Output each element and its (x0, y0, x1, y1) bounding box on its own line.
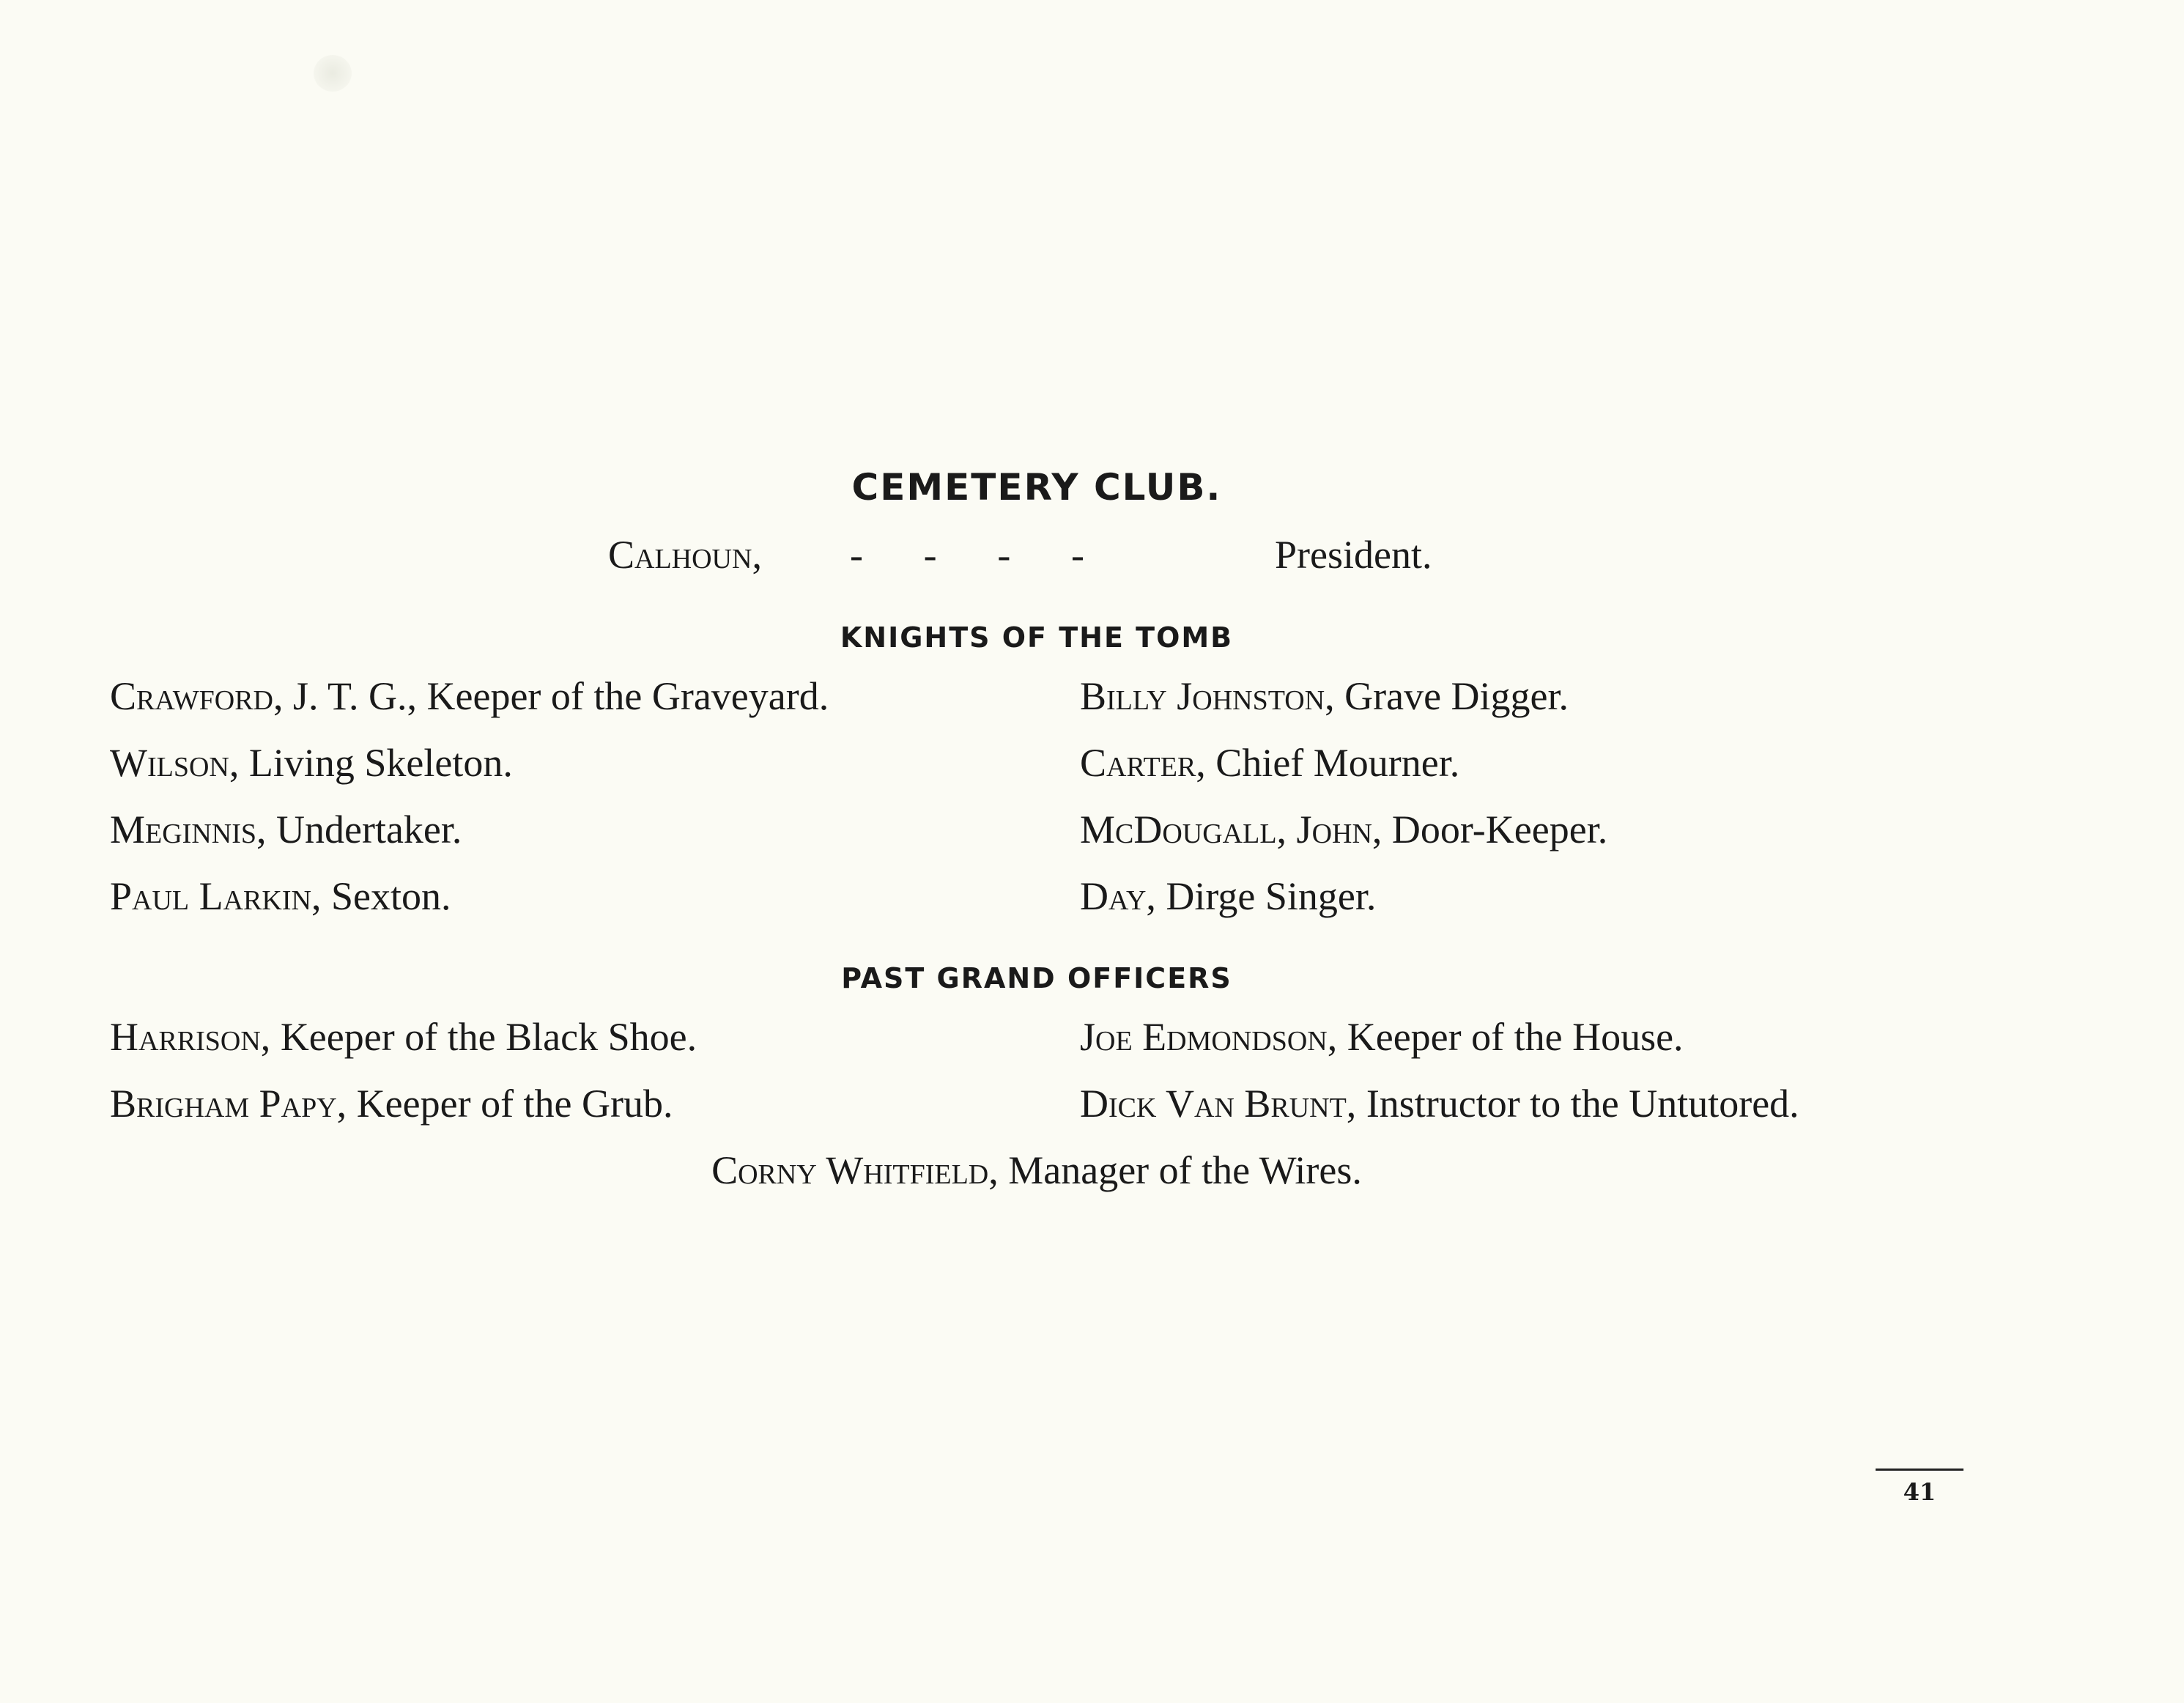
member-entry (0, 1145, 2073, 1196)
member-role: Dirge Singer. (1155, 874, 1377, 918)
member-role: Door-Keeper. (1382, 808, 1608, 852)
member-role: Living Skeleton. (239, 741, 513, 785)
member-entry (110, 871, 451, 922)
member-entry (1080, 871, 1376, 922)
page-title: CEMETERY CLUB. (851, 466, 1222, 509)
member-entry (110, 671, 829, 722)
member-role: Keeper of the Black Shoe. (270, 1015, 697, 1059)
member-entry (1080, 804, 1607, 855)
member-name: Dick Van Brunt, (1080, 1082, 1357, 1126)
dash: - (997, 533, 1011, 577)
member-name: Joe Edmondson, (1080, 1015, 1338, 1059)
member-entry (110, 804, 462, 855)
member-entry (1080, 671, 1569, 722)
member-name: Paul Larkin, (110, 874, 322, 918)
leader-dashes (850, 529, 1084, 580)
member-name: McDougall, John, (1080, 808, 1382, 852)
president-name: Calhoun, (608, 533, 762, 577)
member-name: Day, (1080, 874, 1156, 918)
member-name: Harrison, (110, 1015, 271, 1059)
member-name: Meginnis, (110, 808, 267, 852)
member-role: Keeper of the Grub. (347, 1082, 673, 1126)
knights-heading: KNIGHTS OF THE TOMB (840, 621, 1234, 654)
past-officers-heading: PAST GRAND OFFICERS (841, 962, 1232, 994)
member-entry (1080, 737, 1459, 788)
member-role: Keeper of the Graveyard. (417, 674, 829, 718)
page-number: 41 (1903, 1478, 1936, 1506)
member-entry (110, 1078, 673, 1129)
dash: - (1071, 533, 1084, 577)
member-entry (1080, 1011, 1684, 1063)
page-number-rule (1876, 1469, 1963, 1471)
dash: - (850, 533, 863, 577)
member-name: Brigham Papy, (110, 1082, 347, 1126)
member-name: Crawford, J. T. G., (110, 674, 418, 718)
member-name: Carter, (1080, 741, 1206, 785)
member-name: Corny Whitfield, (711, 1148, 999, 1192)
dash: - (923, 533, 937, 577)
member-role: Sexton. (321, 874, 451, 918)
member-role: Manager of the Wires. (998, 1148, 1362, 1192)
president-row (608, 529, 1487, 580)
member-entry (110, 737, 513, 788)
member-entry (1080, 1078, 1799, 1129)
member-role: Undertaker. (266, 808, 462, 852)
member-role: Instructor to the Untutored. (1356, 1082, 1799, 1126)
member-entry (110, 1011, 697, 1063)
member-role: Keeper of the House. (1337, 1015, 1684, 1059)
member-name: Billy Johnston, (1080, 674, 1335, 718)
member-role: Grave Digger. (1334, 674, 1569, 718)
president-office: President. (1275, 533, 1432, 577)
member-role: Chief Mourner. (1205, 741, 1460, 785)
member-name: Wilson, (110, 741, 240, 785)
paper-stain (314, 55, 352, 92)
